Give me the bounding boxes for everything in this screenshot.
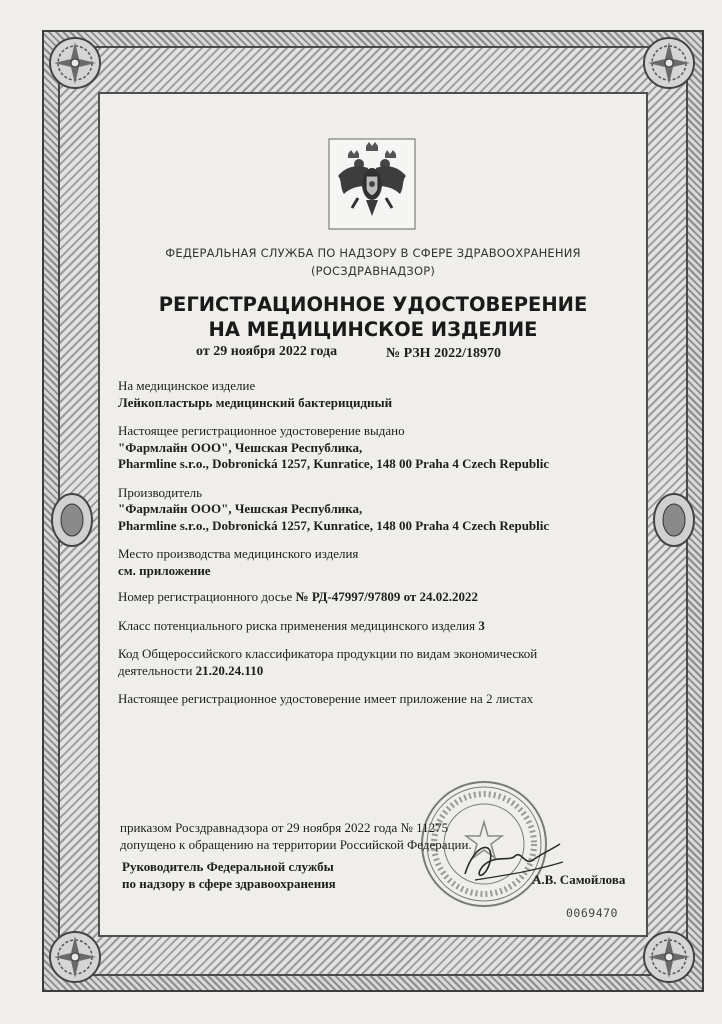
okpd-label-continued: деятельности <box>118 662 193 678</box>
serial-number: 0069470 <box>566 906 618 920</box>
head-of-service-title <box>122 859 422 892</box>
appendix-note: Настоящее регистрационное удостоверение имеет приложение на 2 листах <box>118 691 534 706</box>
document-title-line: НА МЕДИЦИНСКОЕ ИЗДЕЛИЕ <box>208 318 538 341</box>
certificate-body <box>118 378 618 708</box>
signer-name: А.В. Самойлова <box>532 872 626 887</box>
okpd-label: Код Общероссийского классификатора продукции по видам экономической <box>118 646 538 661</box>
device-label: На медицинское изделие <box>118 378 256 393</box>
manufacturer-name: "Фармлайн ООО", Чешская Республика, <box>118 501 363 516</box>
issued-to-label: Настоящее регистрационное удостоверение выдано <box>118 423 405 438</box>
agency-name <box>100 244 646 280</box>
issued-to-name: "Фармлайн ООО", Чешская Республика, <box>118 439 363 455</box>
device-section <box>118 378 618 411</box>
device-name: Лейкопластырь медицинский бактерицидный <box>118 394 393 410</box>
issued-to-address: Pharmline s.r.o., Dobronická 1257, Kunratice, 148 00 Praha 4 Czech Republic <box>118 456 550 471</box>
coat-of-arms-icon <box>328 138 416 230</box>
issue-date: от 29 ноября 2022 года <box>196 344 338 359</box>
manufacturer-label: Производитель <box>118 484 203 500</box>
production-site-section <box>118 546 618 579</box>
dossier-label: Номер регистрационного досье <box>118 589 293 604</box>
head-title-line: Руководитель Федеральной службы <box>122 859 334 874</box>
production-site-label: Место производства медицинского изделия <box>118 546 359 561</box>
registration-number: № РЗН 2022/18970 <box>386 346 501 361</box>
risk-class-value: 3 <box>478 617 485 633</box>
issued-to-section <box>118 423 618 473</box>
manufacturer-address: Pharmline s.r.o., Dobronická 1257, Kunratice, 148 00 Praha 4 Czech Republic <box>118 517 550 533</box>
document-title-line: РЕГИСТРАЦИОННОЕ УДОСТОВЕРЕНИЕ <box>158 293 588 316</box>
head-title-line: по надзору в сфере здравоохранения <box>122 875 336 891</box>
dossier-number: № РД-47997/97809 от 24.02.2022 <box>295 589 479 604</box>
dossier-section <box>118 589 618 606</box>
document-title <box>100 292 646 342</box>
agency-abbreviation: (РОСЗДРАВНАДЗОР) <box>310 264 436 278</box>
manufacturer-section <box>118 485 618 535</box>
risk-class-label: Класс потенциального риска применения медицинского изделия <box>118 617 476 633</box>
order-reference-line: допущено к обращению на территории Российской Федерации. <box>120 836 472 852</box>
production-site-value: см. приложение <box>118 562 211 578</box>
order-reference-line: приказом Росздравнадзора от 29 ноября 2022 года № 11275 <box>120 820 449 835</box>
risk-class-section <box>118 618 618 635</box>
agency-name-line: ФЕДЕРАЛЬНАЯ СЛУЖБА ПО НАДЗОРУ В СФЕРЕ ЗДРАВООХРАНЕНИЯ <box>165 246 581 260</box>
okpd-code: 21.20.24.110 <box>195 662 264 678</box>
okpd-section <box>118 646 618 679</box>
